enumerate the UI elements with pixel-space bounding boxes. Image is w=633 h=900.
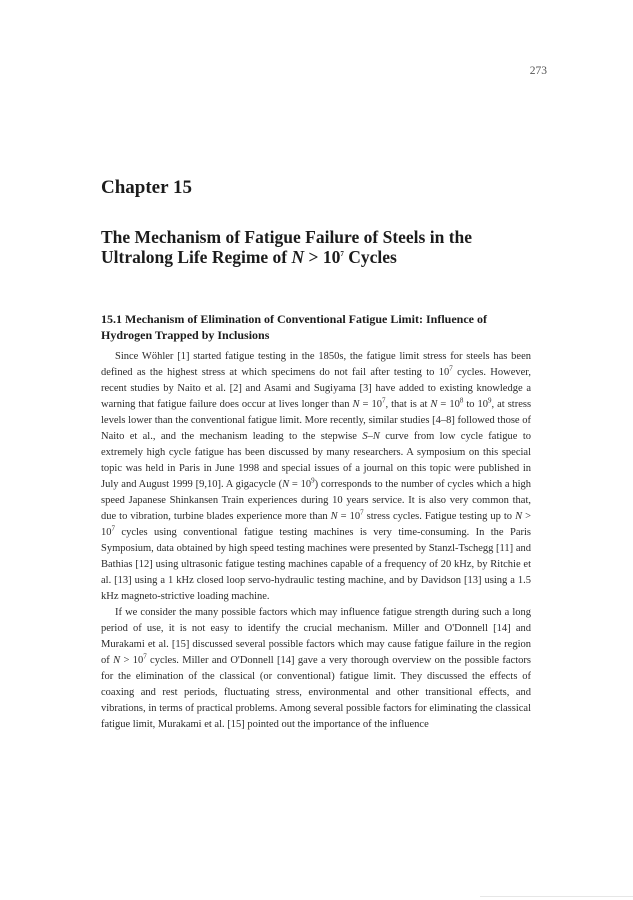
chapter-title-end: Cycles <box>343 247 397 267</box>
chapter-title-relation: > 10 <box>304 247 341 267</box>
chapter-title <box>101 227 541 267</box>
paragraph-2: If we consider the many possible factors which may influence fatigue strength during such a long period of use, it is not easy to identify the crucial mechanism. Miller and O'Donnell [14] and Murakami et al. [15] discussed several possible factors which may cause fatigue failure in the region of $N > 10^7$ cycles. Miller and O'Donnell [14] gave a very thorough overview on the possible factors for the elimination of the classical (or conventional) fatigue limit. They discussed the effects of coaxing and rest periods, fluctuating stress, environmental and other transitional effects, and vibrations, in terms of practical problems. Among several possible factors for eliminating the classical fatigue limit, Murakami et al. [15] pointed out the importance of the influence <box>101 607 531 730</box>
chapter-title-variable: N <box>291 247 305 267</box>
section-heading: 15.1 Mechanism of Elimination of Conventional Fatigue Limit: Influence of Hydrogen Trapped by Inclusions <box>101 312 487 342</box>
paragraph-1: Since Wöhler [1] started fatigue testing in the 1850s, the fatigue limit stress for steels has been defined as the highest stress at which specimens do not fail after testing to $10^7$ cycles. However, recent studies by Naito et al. [2] and Asami and Sugiyama [3] have added to existing knowledge a warning that fatigue failure does occur at lives longer than $N = 10^7$, that is at $N = 10^8$ to $10^9$, at stress levels lower than the conventional fatigue limit. More recently, similar studies [4–8] followed those of Naito et al., and the mechanism leading to the stepwise S–N curve from low cycle fatigue to extremely high cycle fatigue has been discussed by many researchers. A symposium on this special topic was held in Paris in June 1998 and special issues of a journal on this topic were published in July and August 1999 [9,10]. A gigacycle $(N = 10^9)$ corresponds to the number of cycles which a high speed Japanese Shinkansen Train experiences during 10 years service. It is also very common that, due to vibration, turbine blades experience more than $N = 10^7$ stress cycles. Fatigue testing up to $N > 10^7$ cycles using conventional fatigue testing machines is very time-consuming. In the Paris Symposium, data obtained by high speed testing machines were presented by Stanzl-Tschegg [11] and Bathias [12] using ultrasonic fatigue testing machines capable of a frequency of 20 kHz, by Ritchie et al. [13] using a 1 kHz closed loop servo-hydraulic testing machine, and by Davidson [13] using a 1.5 kHz magneto-strictive loading machine. <box>101 351 532 602</box>
chapter-title-exponent: 7 <box>340 250 344 259</box>
chapter-label: Chapter 15 <box>101 177 192 198</box>
scan-edge-divider <box>480 896 633 897</box>
chapter-title-text: The Mechanism of Fatigue Failure of Steels in the Ultralong Life Regime of <box>101 227 473 267</box>
body-text <box>101 349 531 733</box>
page-number: 273 <box>529 65 547 77</box>
